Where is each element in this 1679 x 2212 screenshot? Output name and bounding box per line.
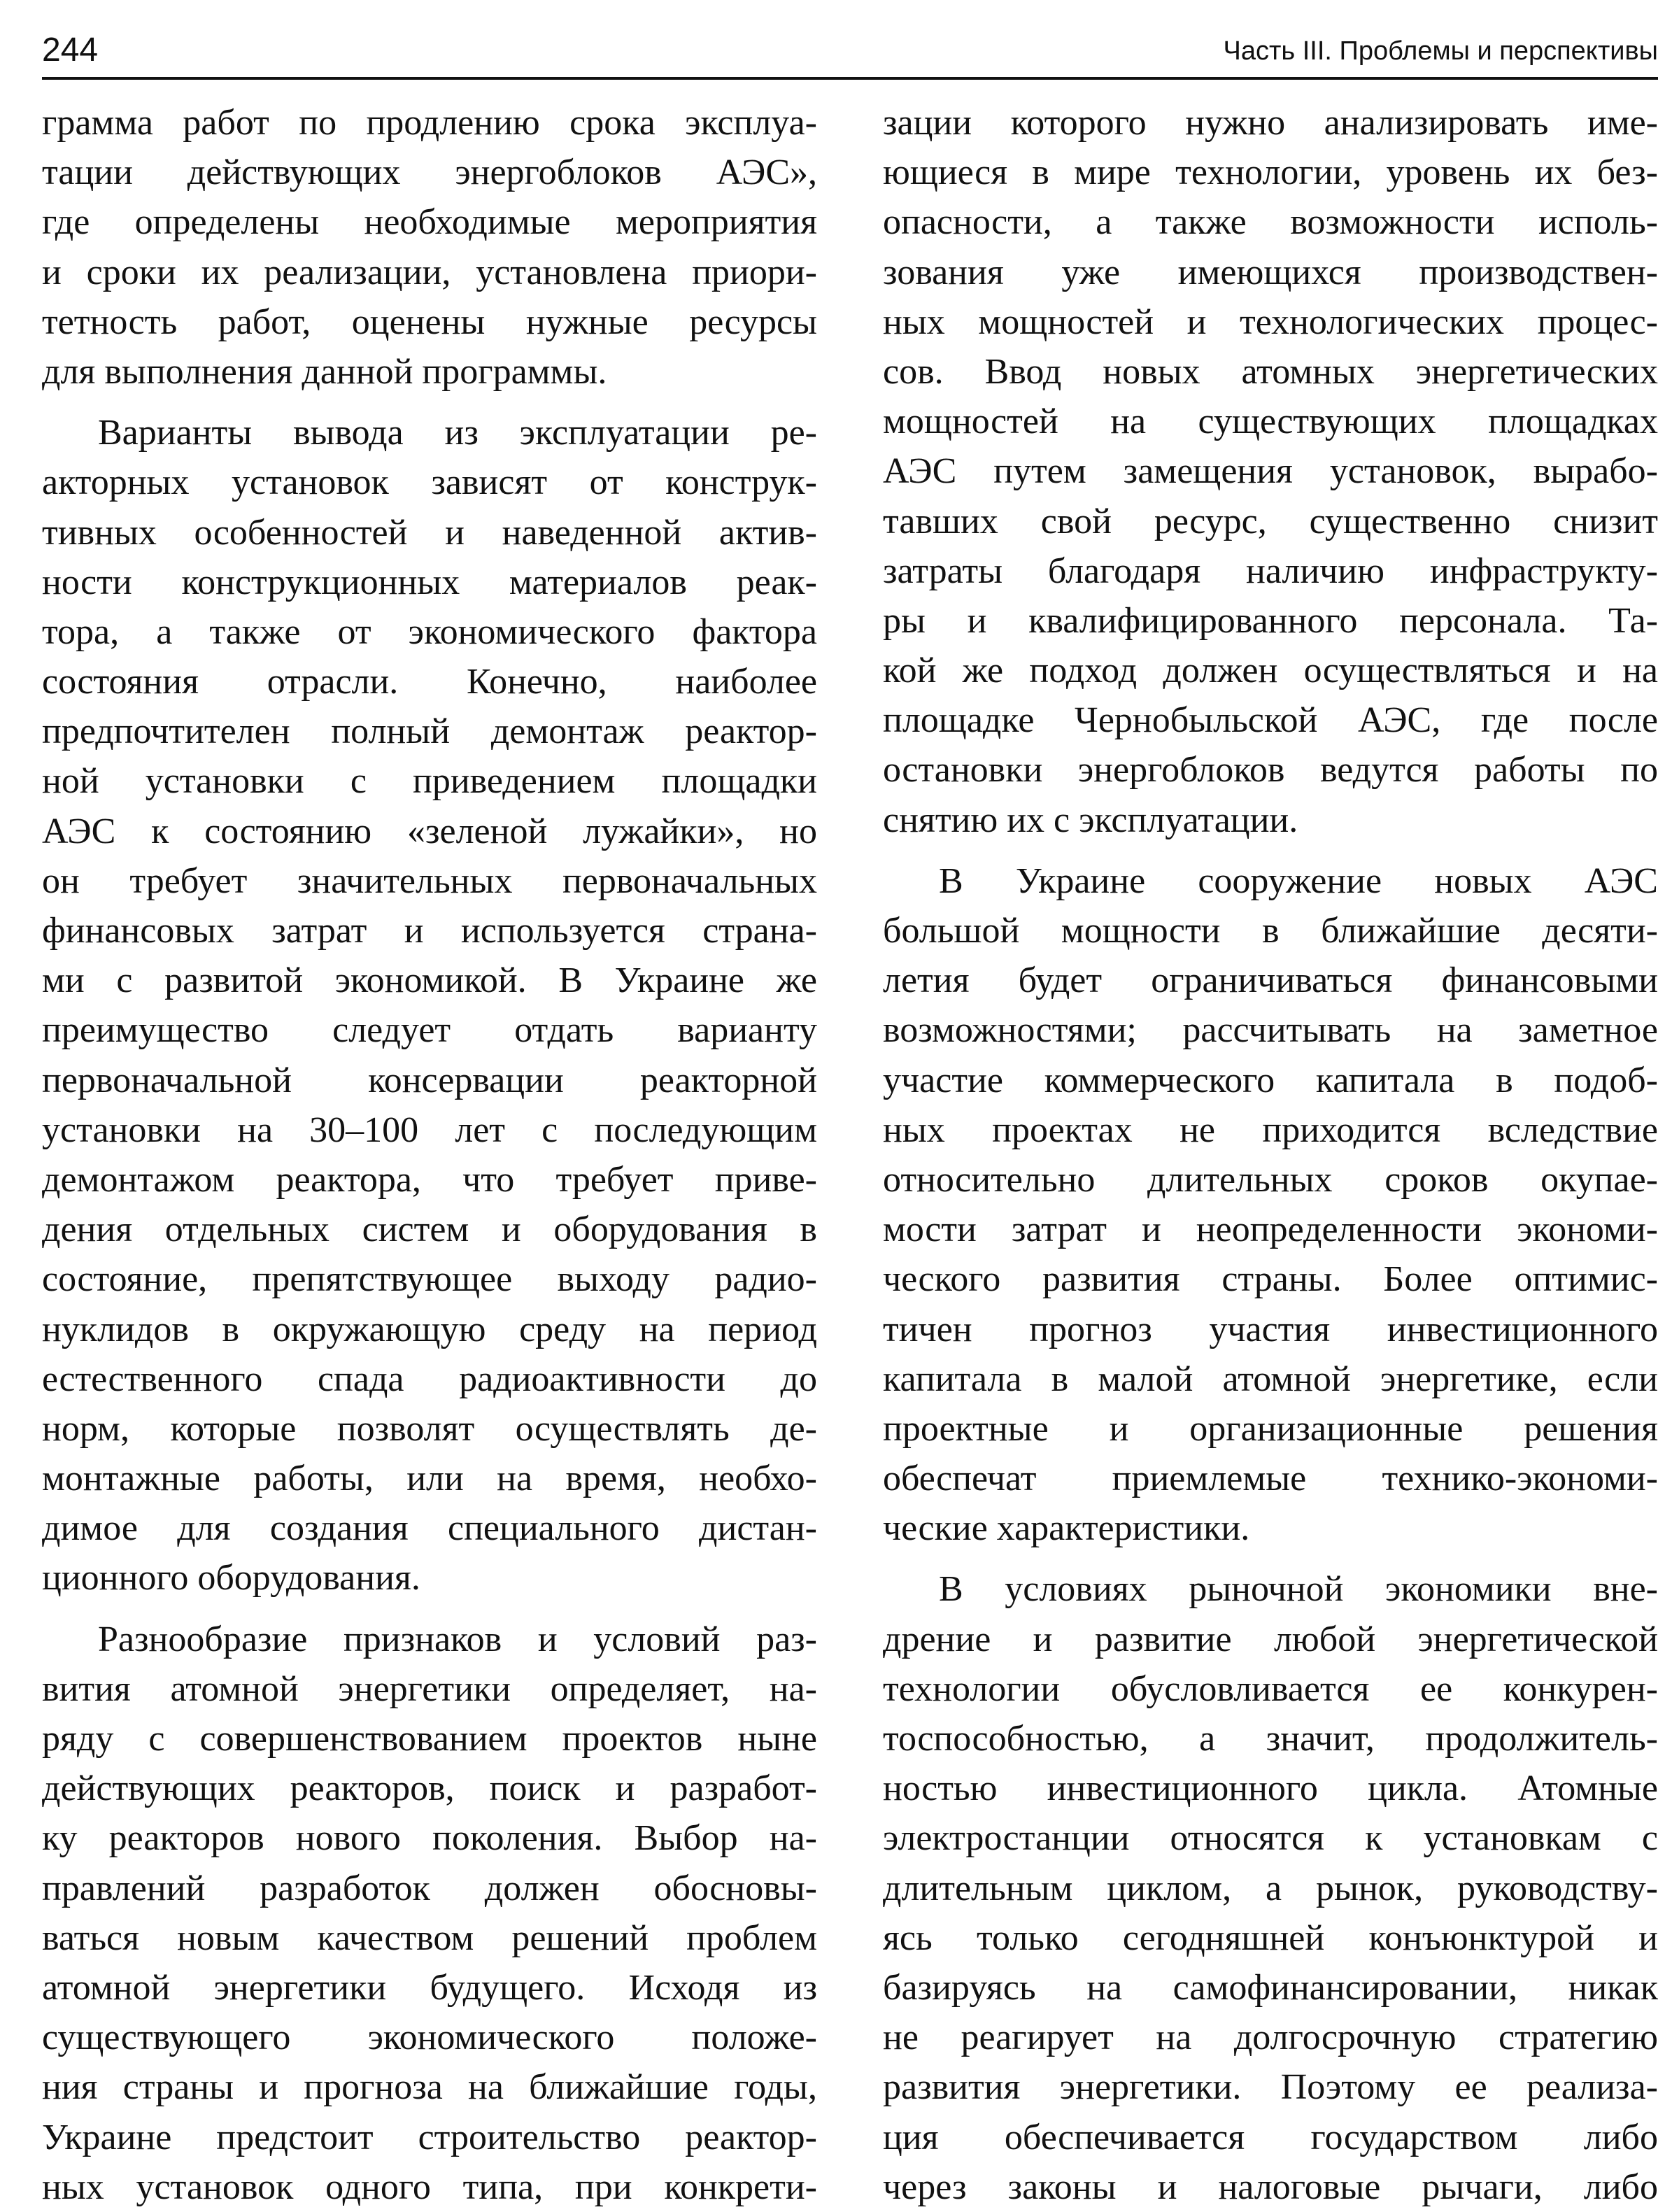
text-line: снятию их с эксплуатации. bbox=[883, 800, 1298, 840]
text-line: тации действующих энергоблоков АЭС», bbox=[42, 153, 817, 193]
text-line: ных установок одного типа, при конкрети- bbox=[42, 2167, 817, 2207]
text-line: монтажные работы, или на время, необхо- bbox=[42, 1459, 817, 1499]
left-paragraph-2 bbox=[42, 408, 817, 1603]
text-line: сов. Ввод новых атомных энергетических bbox=[883, 351, 1658, 392]
text-line: ясь только сегодняшней конъюнктурой и bbox=[883, 1917, 1658, 1958]
text-line: электростанции относятся к установкам с bbox=[883, 1818, 1658, 1859]
text-line: ности конструкционных материалов реак- bbox=[42, 562, 817, 602]
text-line: опасности, а также возможности исполь- bbox=[883, 202, 1658, 243]
text-line: ния страны и прогноза на ближайшие годы, bbox=[42, 2067, 817, 2108]
text-line: АЭС путем замещения установок, вырабо- bbox=[883, 451, 1658, 492]
text-line: участие коммерческого капитала в подоб- bbox=[883, 1060, 1658, 1100]
text-line: Разнообразие признаков и условий раз- bbox=[98, 1619, 817, 1659]
left-column bbox=[42, 98, 817, 2212]
text-line: ция обеспечивается государством либо bbox=[883, 2117, 1658, 2157]
text-line: тичен прогноз участия инвестиционного bbox=[883, 1309, 1658, 1349]
section-title: Часть III. Проблемы и перспективы bbox=[1223, 36, 1658, 66]
right-paragraph-1 bbox=[883, 98, 1658, 845]
text-line: ностью инвестиционного цикла. Атомные bbox=[883, 1768, 1658, 1809]
text-line: не реагирует на долгосрочную стратегию bbox=[883, 2018, 1658, 2058]
text-line: ционного оборудования. bbox=[42, 1558, 420, 1598]
text-line: Варианты вывода из эксплуатации ре- bbox=[98, 413, 817, 453]
text-line: грамма работ по продлению срока эксплуа- bbox=[42, 103, 817, 143]
text-line: норм, которые позволят осуществлять де- bbox=[42, 1408, 817, 1449]
text-line: тетность работ, оценены нужные ресурсы bbox=[42, 302, 817, 342]
text-line: дения отдельных систем и оборудования в bbox=[42, 1210, 817, 1250]
text-line: проектные и организационные решения bbox=[883, 1408, 1658, 1449]
text-line: ных мощностей и технологических процес- bbox=[883, 302, 1658, 342]
text-line: финансовых затрат и используется страна- bbox=[42, 911, 817, 951]
text-line: ной установки с приведением площадки bbox=[42, 761, 817, 802]
text-line: атомной энергетики будущего. Исходя из bbox=[42, 1967, 817, 2008]
text-line: возможностями; рассчитывать на заметное bbox=[883, 1010, 1658, 1051]
page-number: 244 bbox=[42, 31, 99, 69]
text-line: В Украине сооружение новых АЭС bbox=[939, 860, 1658, 901]
text-line: состояния отрасли. Конечно, наиболее bbox=[42, 662, 817, 702]
right-column bbox=[883, 98, 1658, 2212]
left-paragraph-1 bbox=[42, 98, 817, 397]
text-line: зации которого нужно анализировать име- bbox=[883, 103, 1658, 143]
text-line: летия будет ограничиваться финансовыми bbox=[883, 960, 1658, 1001]
text-line: ных проектах не приходится вследствие bbox=[883, 1109, 1658, 1150]
text-line: димое для создания специального дистан- bbox=[42, 1508, 817, 1549]
running-header bbox=[42, 28, 1658, 80]
text-line: действующих реакторов, поиск и разработ- bbox=[42, 1768, 817, 1809]
text-line: тора, а также от экономического фактора bbox=[42, 611, 817, 652]
text-line: тивных особенностей и наведенной актив- bbox=[42, 512, 817, 553]
text-line: демонтажом реактора, что требует приве- bbox=[42, 1159, 817, 1200]
right-paragraph-3 bbox=[883, 1564, 1658, 2211]
text-line: В условиях рыночной экономики вне- bbox=[939, 1569, 1658, 1610]
text-line: естественного спада радиоактивности до bbox=[42, 1359, 817, 1399]
text-line: технологии обусловливается ее конкурен- bbox=[883, 1668, 1658, 1709]
text-line: где определены необходимые мероприятия bbox=[42, 202, 817, 243]
text-line: для выполнения данной программы. bbox=[42, 351, 607, 392]
text-line: правлений разработок должен обосновы- bbox=[42, 1868, 817, 1908]
text-line: Украине предстоит строительство реактор- bbox=[42, 2117, 817, 2157]
text-line: АЭС к состоянию «зеленой лужайки», но bbox=[42, 811, 817, 851]
text-line: кой же подход должен осуществляться и на bbox=[883, 651, 1658, 691]
text-line: нуклидов в окружающую среду на период bbox=[42, 1309, 817, 1349]
text-line: зования уже имеющихся производствен- bbox=[883, 252, 1658, 292]
text-line: развития энергетики. Поэтому ее реализа- bbox=[883, 2067, 1658, 2108]
text-line: относительно длительных сроков окупае- bbox=[883, 1159, 1658, 1200]
left-paragraph-3 bbox=[42, 1615, 817, 2212]
text-line: он требует значительных первоначальных bbox=[42, 860, 817, 901]
text-line: капитала в малой атомной энергетике, если bbox=[883, 1359, 1658, 1399]
text-line: тоспособностью, а значит, продолжитель- bbox=[883, 1719, 1658, 1759]
text-line: существующего экономического положе- bbox=[42, 2018, 817, 2058]
text-line: и сроки их реализации, установлена приори- bbox=[42, 252, 817, 292]
text-line: ющиеся в мире технологии, уровень их без- bbox=[883, 153, 1658, 193]
text-line: ми с развитой экономикой. В Украине же bbox=[42, 960, 817, 1001]
text-line: остановки энергоблоков ведутся работы по bbox=[883, 750, 1658, 790]
text-line: вития атомной энергетики определяет, на- bbox=[42, 1668, 817, 1709]
text-line: мости затрат и неопределенности экономи- bbox=[883, 1210, 1658, 1250]
text-line: большой мощности в ближайшие десяти- bbox=[883, 911, 1658, 951]
text-line: ческие характеристики. bbox=[883, 1508, 1250, 1549]
text-line: обеспечат приемлемые технико-экономи- bbox=[883, 1459, 1658, 1499]
text-line: первоначальной консервации реакторной bbox=[42, 1060, 817, 1100]
text-line: базируясь на самофинансировании, никак bbox=[883, 1967, 1658, 2008]
text-line: состояние, препятствующее выходу радио- bbox=[42, 1259, 817, 1300]
text-line: ваться новым качеством решений проблем bbox=[42, 1917, 817, 1958]
text-line: установки на 30–100 лет с последующим bbox=[42, 1109, 817, 1150]
text-line: ряду с совершенствованием проектов ныне bbox=[42, 1719, 817, 1759]
text-line: затраты благодаря наличию инфраструкту- bbox=[883, 551, 1658, 591]
text-line: площадке Чернобыльской АЭС, где после bbox=[883, 700, 1658, 741]
text-line: мощностей на существующих площадках bbox=[883, 402, 1658, 442]
text-line: акторных установок зависят от конструк- bbox=[42, 462, 817, 503]
text-line: дрение и развитие любой энергетической bbox=[883, 1619, 1658, 1659]
text-line: предпочтителен полный демонтаж реактор- bbox=[42, 711, 817, 752]
text-line: через законы и налоговые рычаги, либо bbox=[883, 2167, 1658, 2207]
right-paragraph-2 bbox=[883, 856, 1658, 1554]
text-line: преимущество следует отдать варианту bbox=[42, 1010, 817, 1051]
text-line: ческого развития страны. Более оптимис- bbox=[883, 1259, 1658, 1300]
text-line: ры и квалифицированного персонала. Та- bbox=[883, 600, 1658, 641]
text-line: ку реакторов нового поколения. Выбор на- bbox=[42, 1818, 817, 1859]
text-line: длительным циклом, а рынок, руководству- bbox=[883, 1868, 1658, 1908]
text-line: тавших свой ресурс, существенно снизит bbox=[883, 501, 1658, 541]
